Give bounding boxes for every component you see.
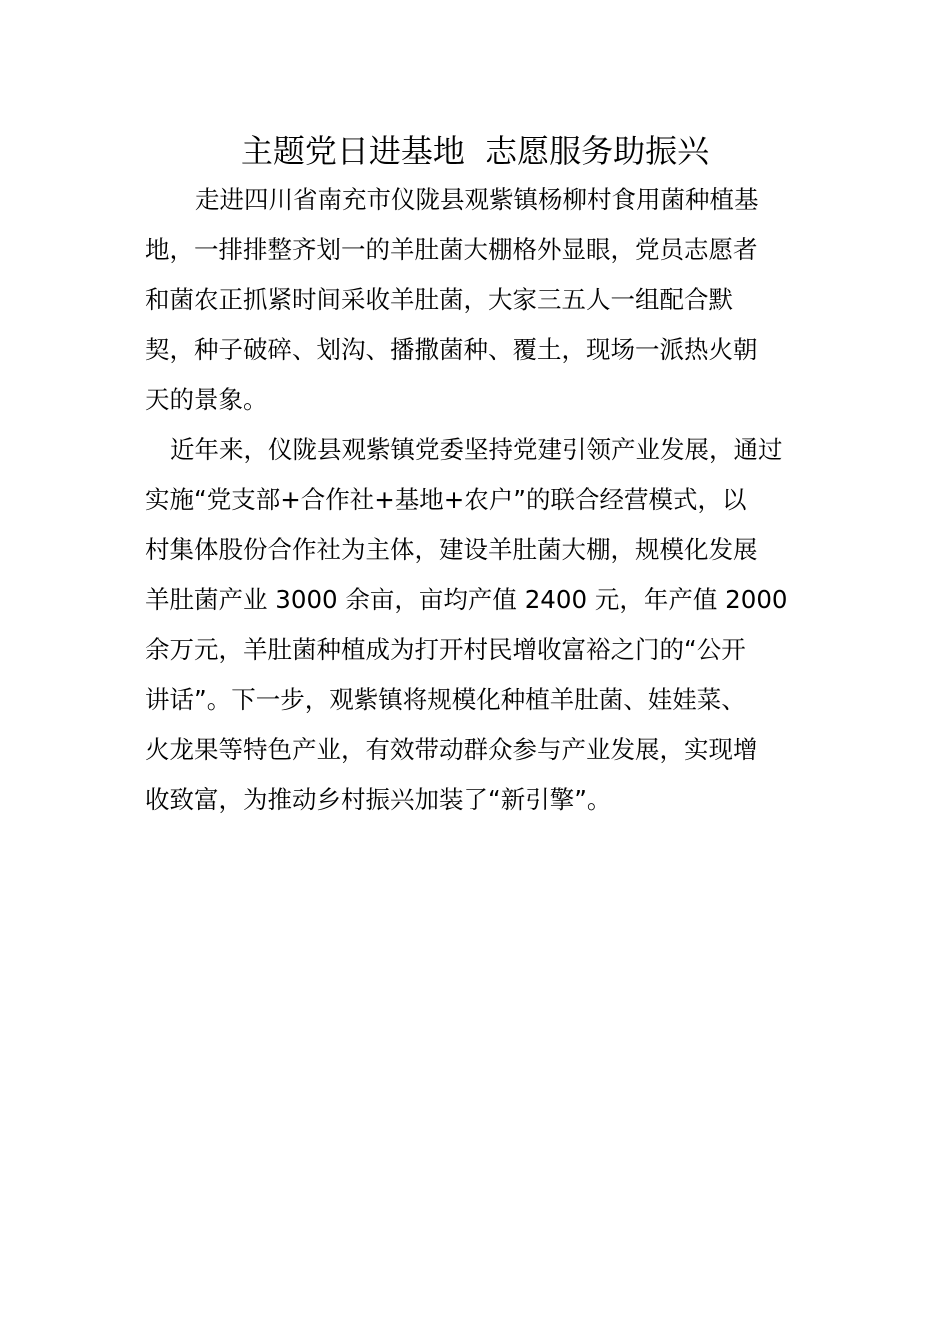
paragraph-line: 收致富，为推动乡村振兴加装了“新引擎”。	[145, 785, 612, 814]
paragraph-line: 余万元，羊肚菌种植成为打开村民增收富裕之门的“公开	[145, 635, 746, 664]
paragraph-line: 地，一排排整齐划一的羊肚菌大棚格外显眼，党员志愿者	[145, 235, 758, 264]
paragraph-line: 实施“党支部+合作社+基地+农户”的联合经营模式，以	[145, 485, 747, 514]
paragraph-line: 契，种子破碎、划沟、播撒菌种、覆土，现场一派热火朝	[145, 335, 758, 364]
document-title: 主题党日进基地 志愿服务助振兴	[240, 132, 710, 170]
paragraph-line: 讲话”。下一步，观紫镇将规模化种植羊肚菌、娃娃菜、	[145, 685, 746, 714]
paragraph-line: 村集体股份合作社为主体，建设羊肚菌大棚，规模化发展	[145, 535, 758, 564]
paragraph-line: 火龙果等特色产业，有效带动群众参与产业发展，实现增	[145, 735, 758, 764]
paragraph-line: 羊肚菌产业 3000 余亩，亩均产值 2400 元，年产值 2000	[145, 585, 788, 614]
paragraph-line: 近年来，仪陇县观紫镇党委坚持党建引领产业发展，通过	[170, 435, 783, 464]
paragraph-line: 和菌农正抓紧时间采收羊肚菌，大家三五人一组配合默	[145, 285, 733, 314]
paragraph-line: 走进四川省南充市仪陇县观紫镇杨柳村食用菌种植基	[195, 185, 759, 214]
paragraph-line: 天的景象。	[145, 385, 268, 414]
